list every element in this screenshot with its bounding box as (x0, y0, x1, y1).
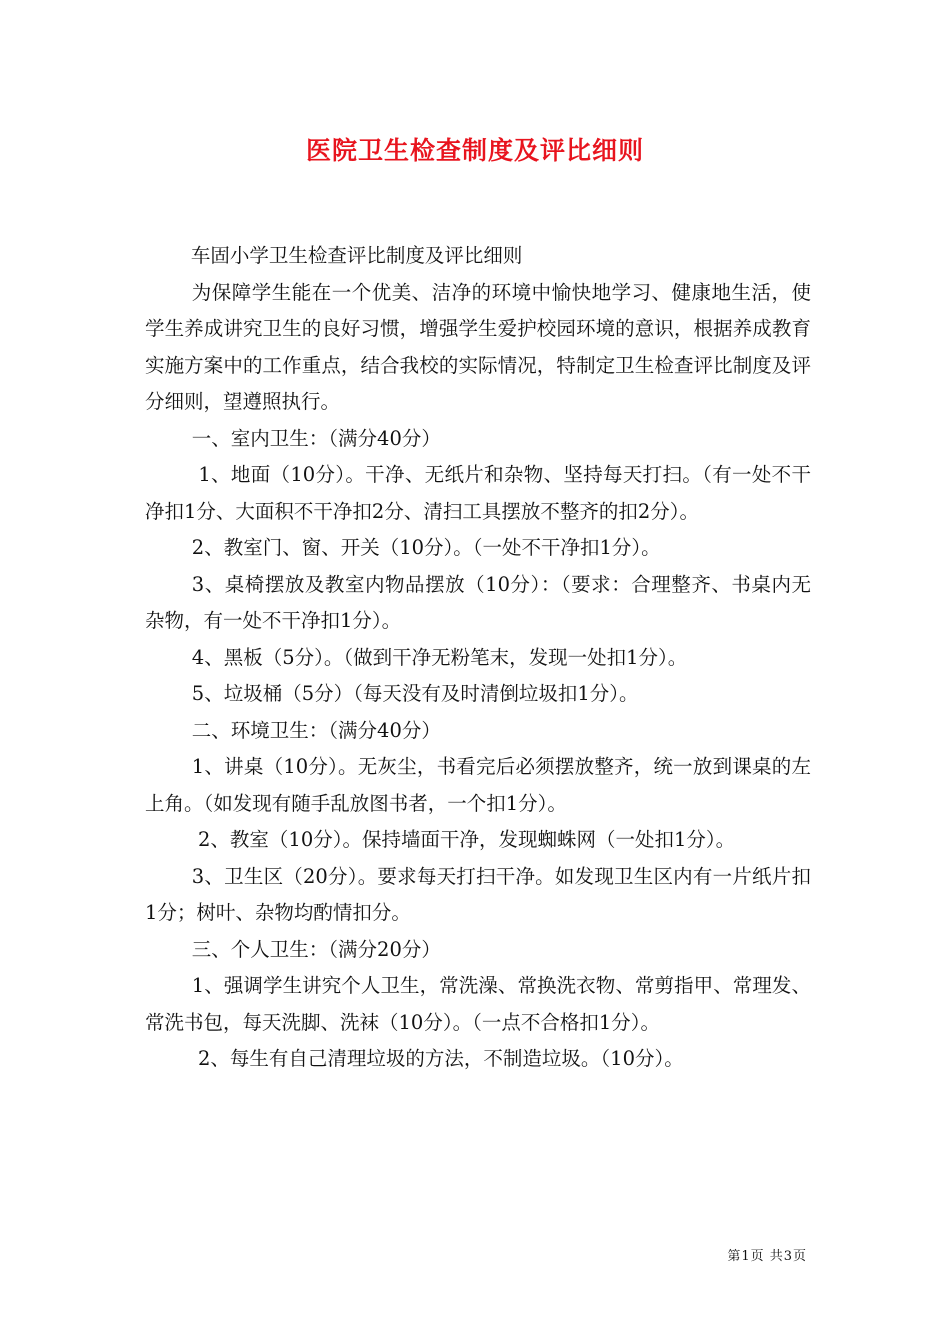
document-body (145, 238, 811, 1078)
section-heading-indoor: 一、室内卫生：（满分40分） (191, 426, 441, 450)
section-heading-personal: 三、个人卫生：（满分20分） (191, 937, 441, 961)
paragraph-indoor-item-5: 5、垃圾桶（5分）（每天没有及时清倒垃圾扣1分）。 (191, 682, 639, 705)
page-number-footer: 第1页 共3页 (727, 1249, 807, 1264)
paragraph-intro: 为保障学生能在一个优美、洁净的环境中愉快地学习、健康地生活，使学生养成讲究卫生的良好习惯，增强学生爱护校园环境的意识，根据养成教育实施方案中的工作重点，结合我校的实际情况，特制定卫生检查评比制度及评分细则，望遵照执行。 (145, 280, 811, 413)
paragraph-environment-item-1: 1、讲桌（10分）。无灰尘，书看完后必须摆放整齐，统一放到课桌的左上角。（如发现有随手乱放图书者，一个扣1分）。 (145, 755, 811, 815)
paragraph-indoor-item-3: 3、桌椅摆放及教室内物品摆放（10分）：（要求：合理整齐、书桌内无杂物，有一处不干净扣1分）。 (145, 572, 811, 632)
section-heading-environment: 二、环境卫生：（满分40分） (191, 718, 441, 742)
paragraph-subtitle: 车固小学卫生检查评比制度及评比细则 (190, 244, 523, 267)
paragraph-personal-item-2: 2、每生有自己清理垃圾的方法，不制造垃圾。（10分）。 (191, 1047, 684, 1070)
document-title: 医院卫生检查制度及评比细则 (305, 136, 644, 165)
paragraph-environment-item-2: 2、教室（10分）。保持墙面干净，发现蜘蛛网（一处扣1分）。 (191, 828, 736, 851)
paragraph-indoor-item-2: 2、教室门、窗、开关（10分）。（一处不干净扣1分）。 (191, 536, 661, 559)
paragraph-environment-item-3: 3、卫生区（20分）。要求每天打扫干净。如发现卫生区内有一片纸片扣1分；树叶、杂物均酌情扣分。 (145, 864, 811, 924)
paragraph-indoor-item-4: 4、黑板（5分）。（做到干净无粉笔末，发现一处扣1分）。 (191, 645, 688, 669)
paragraph-indoor-item-1: 1、地面（10分）。干净、无纸片和杂物、坚持每天打扫。（有一处不干净扣1分、大面积不干净扣2分、清扫工具摆放不整齐的扣2分）。 (145, 463, 811, 523)
paragraph-personal-item-1: 1、强调学生讲究个人卫生，常洗澡、常换洗衣物、常剪指甲、常理发、常洗书包，每天洗脚、洗袜（10分）。（一点不合格扣1分）。 (145, 974, 811, 1034)
